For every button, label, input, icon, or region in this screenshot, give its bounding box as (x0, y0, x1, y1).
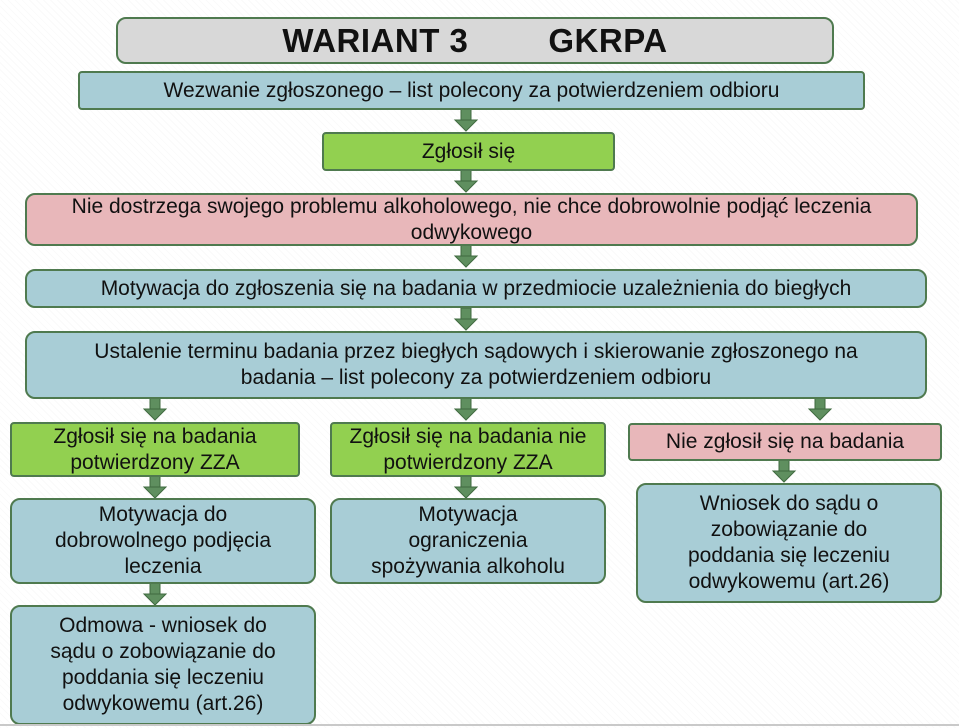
slide-bottom-border (0, 724, 959, 726)
node-motywacja-dobrowolnego: Motywacja do dobrowolnego podjęcia leczenia (10, 498, 316, 584)
node-odmowa: Odmowa - wniosek do sądu o zobowiązanie do poddania się leczeniu odwykowemu (art.26) (10, 605, 316, 725)
arrow-potwierdzony-motywacja (144, 476, 166, 498)
node-zglosil: Zgłosił się (322, 132, 615, 171)
arrow-ustalenie-nie-potwierdzony (455, 398, 477, 420)
arrow-motywacja-ustalenie (455, 308, 477, 330)
title-gkrpa: GKRPA (548, 21, 668, 59)
node-zglosil-nie-potwierdzony: Zgłosił się na badania nie potwierdzony ZZA (330, 422, 606, 477)
diagram-title (116, 17, 834, 64)
arrow-motywacja-odmowa (144, 583, 166, 605)
arrow-nie-dostrzega-motywacja (455, 245, 477, 267)
arrow-nie-potwierdzony-motywacja (455, 476, 477, 498)
arrow-ustalenie-potwierdzony (144, 398, 166, 420)
node-ustalenie: Ustalenie terminu badania przez biegłych sądowych i skierowanie zgłoszonego na badania – list polecony za potwierdzeniem odbioru (25, 331, 927, 399)
title-variant: WARIANT 3 (282, 21, 469, 59)
node-nie-zglosil: Nie zgłosił się na badania (628, 423, 942, 461)
arrow-ustalenie-nie-zglosil (809, 398, 831, 420)
arrow-zglosil-nie-dostrzega (455, 170, 477, 192)
arrow-wezwanie-zglosil (455, 109, 477, 131)
node-wniosek: Wniosek do sądu o zobowiązanie do poddania się leczeniu odwykowemu (art.26) (636, 483, 942, 603)
node-zglosil-potwierdzony: Zgłosił się na badania potwierdzony ZZA (10, 422, 300, 477)
arrow-nie-zglosil-wniosek (773, 460, 795, 482)
node-motywacja-badania: Motywacja do zgłoszenia się na badania w przedmiocie uzależnienia do biegłych (25, 269, 927, 308)
node-wezwanie: Wezwanie zgłoszonego – list polecony za potwierdzeniem odbioru (78, 71, 865, 110)
node-motywacja-ograniczenia: Motywacja ograniczenia spożywania alkoholu (330, 498, 606, 584)
node-nie-dostrzega: Nie dostrzega swojego problemu alkoholowego, nie chce dobrowolnie podjąć leczenia odwykowego (25, 193, 918, 246)
